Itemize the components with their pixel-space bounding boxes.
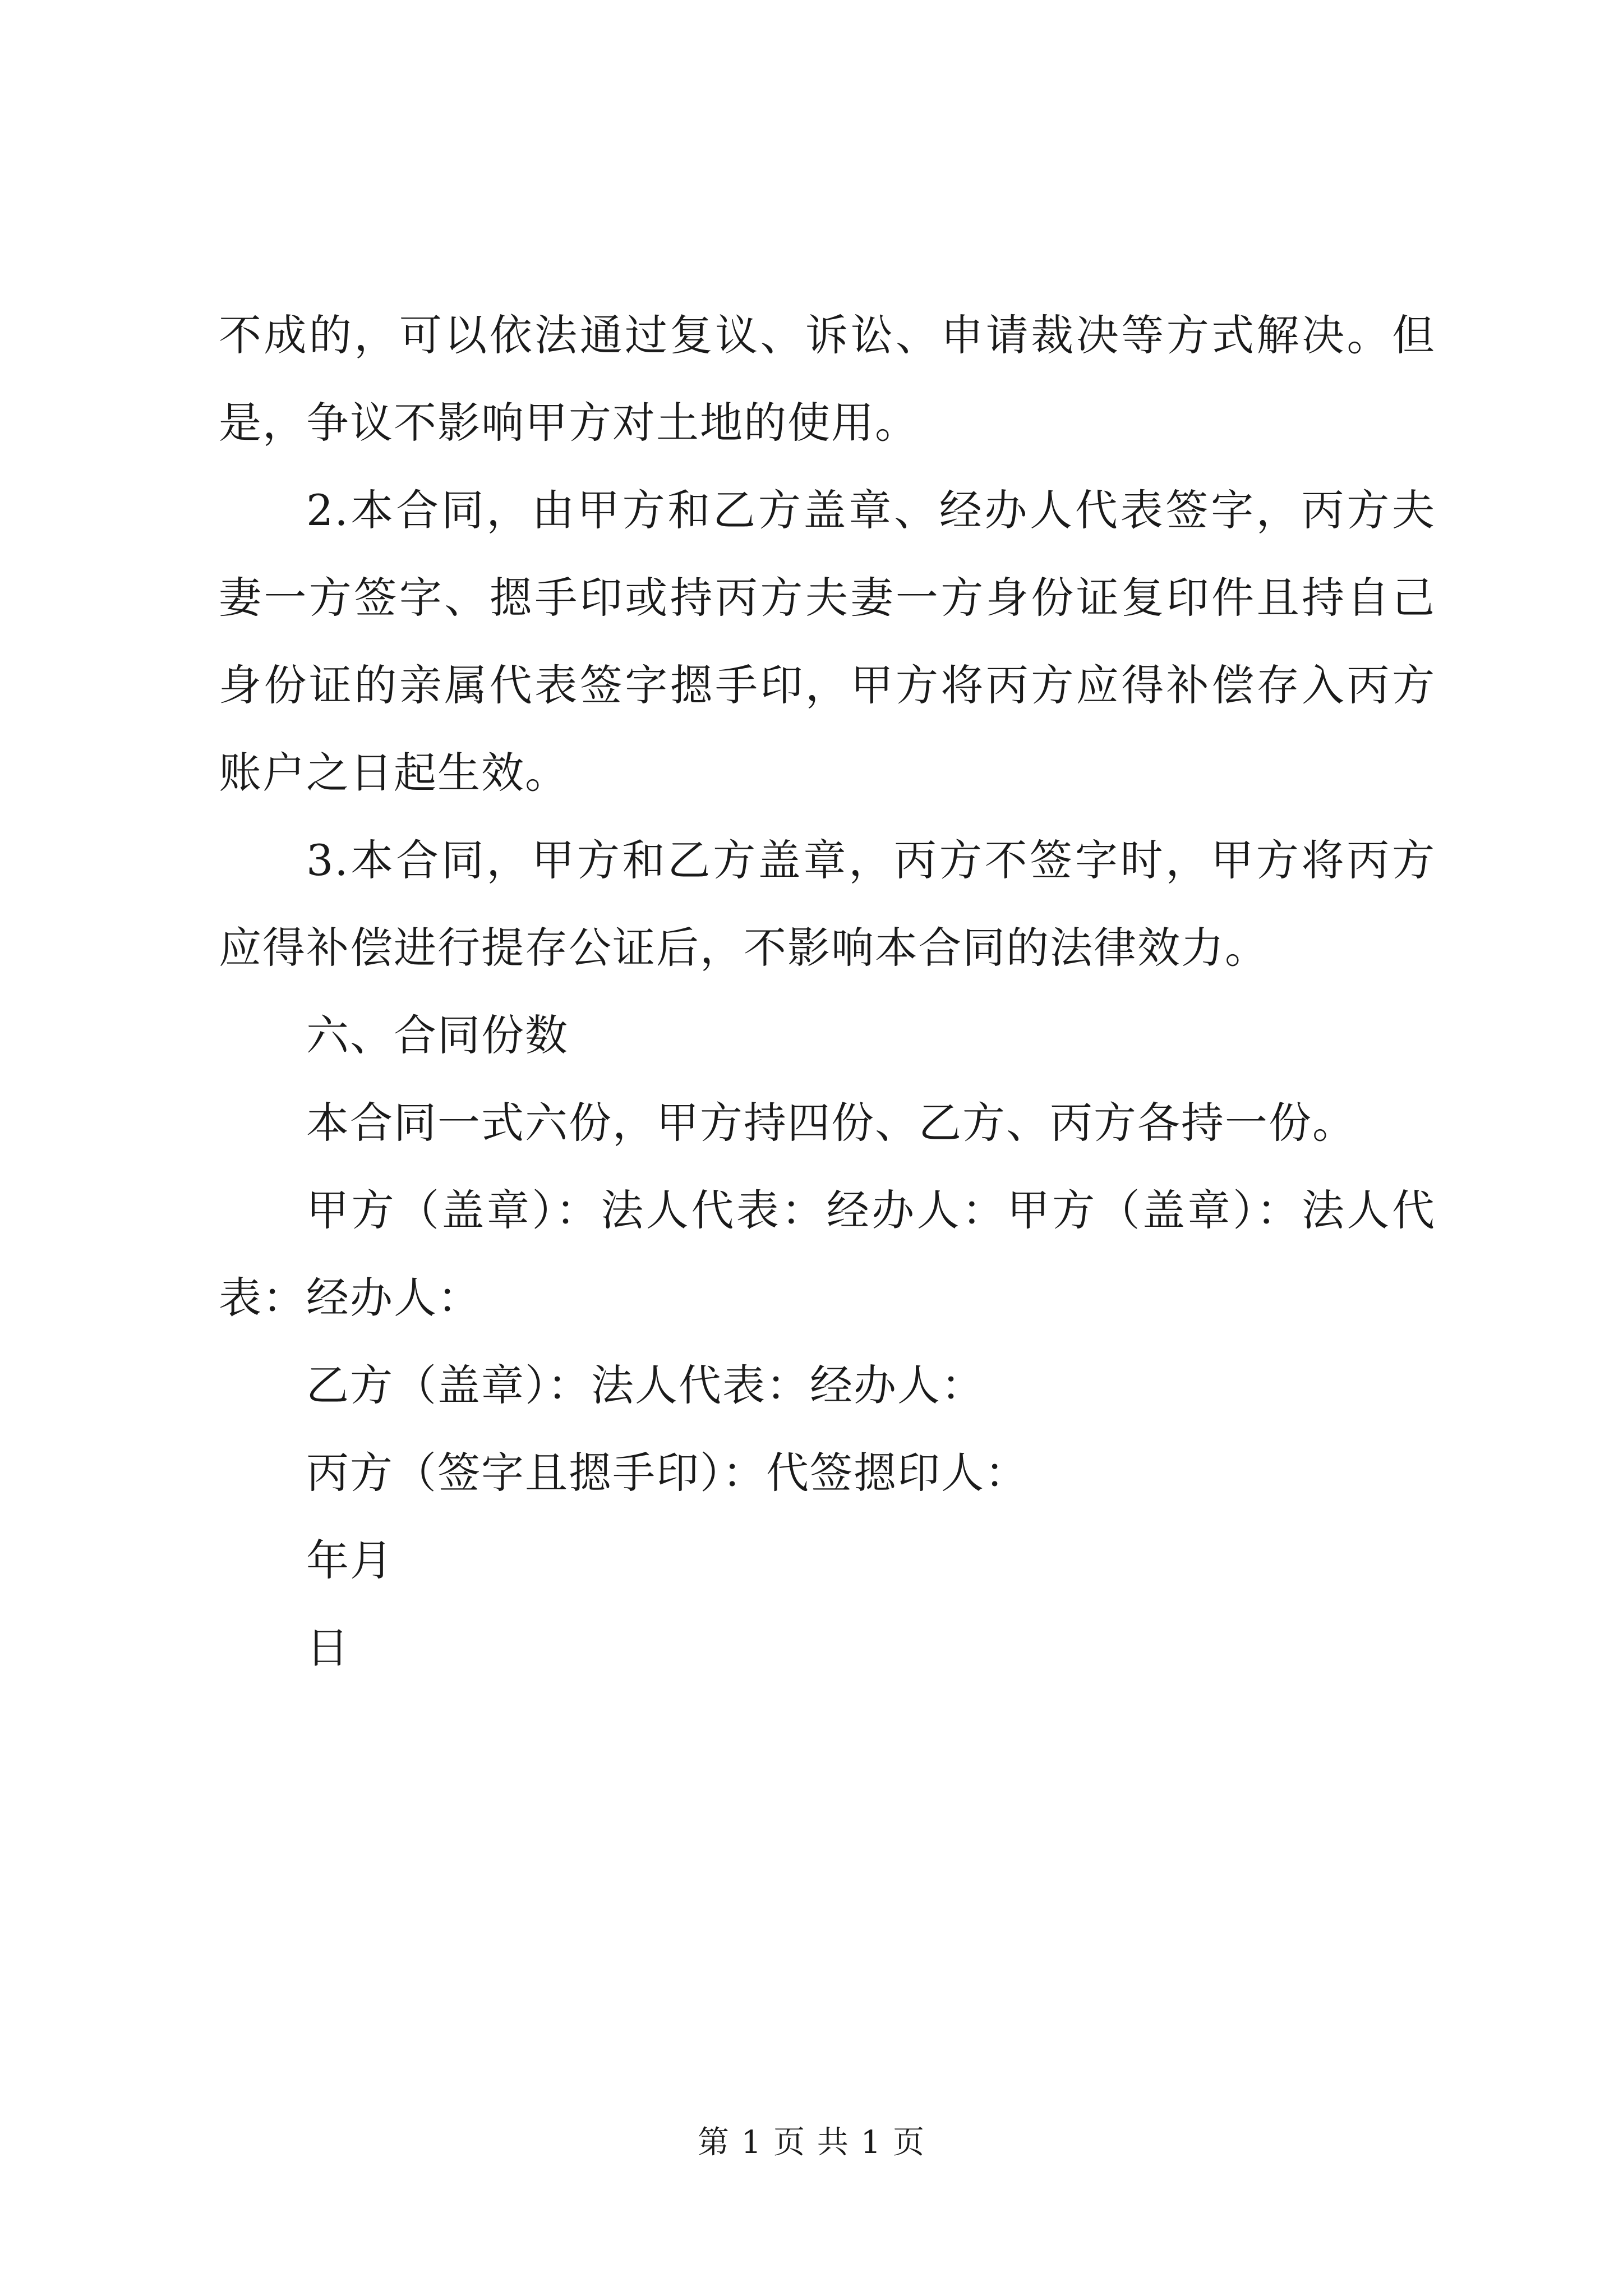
document-body [219,292,1436,1692]
date-year-month: 年月 [306,1535,394,1585]
page-footer: 第 1 页 共 1 页 [697,2124,926,2161]
paragraph-copies: 本合同一式六份，甲方持四份、乙方、丙方各持一份。 [306,1098,1356,1148]
section-heading-copies: 六、合同份数 [306,1010,569,1060]
signature-line-party-a: 甲方（盖章）：法人代表：经办人：甲方（盖章）：法人代表：经办人： [219,1185,1436,1323]
paragraph-dispute-resolution: 不成的，可以依法通过复议、诉讼、申请裁决等方式解决。但是，争议不影响甲方对土地的使用。 [219,310,1436,448]
signature-line-party-b: 乙方（盖章）：法人代表：经办人： [306,1360,985,1410]
paragraph-clause-3-notarization: 3.本合同，甲方和乙方盖章，丙方不签字时，甲方将丙方应得补偿进行提存公证后，不影响本合同的法律效力。 [219,835,1436,973]
signature-line-party-c: 丙方（签字且摁手印）：代签摁印人： [306,1448,1029,1498]
paragraph-clause-2-effectiveness: 2.本合同，由甲方和乙方盖章、经办人代表签字，丙方夫妻一方签字、摁手印或持丙方夫妻一方身份证复印件且持自己身份证的亲属代表签字摁手印，甲方将丙方应得补偿存入丙方账户之日起生效。 [219,485,1436,798]
date-day: 日 [306,1623,350,1673]
